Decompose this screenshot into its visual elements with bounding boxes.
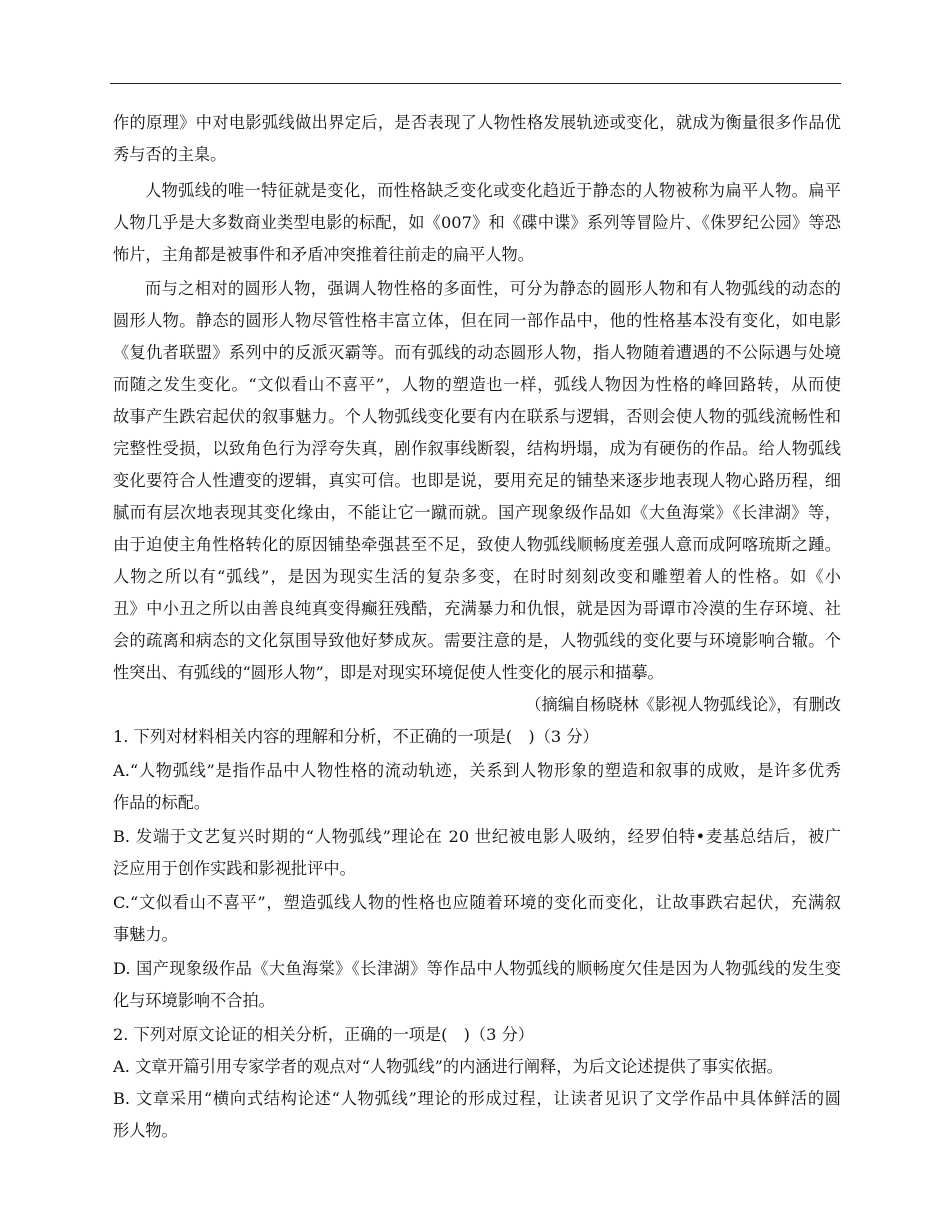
paragraph-line: 人物几乎是大多数商业类型电影的标配，如《007》和《碟中谍》系列等冒险片、《侏罗纪公园》等恐 <box>113 213 841 232</box>
question-2-option-b: 形人物。 <box>113 1121 178 1140</box>
question-2-stem: 2. 下列对原文论证的相关分析，正确的一项是( )（3 分） <box>113 1025 534 1044</box>
paragraph-line: 由于迫使主角性格转化的原因铺垫牵强甚至不足，致使人物弧线顺畅度差强人意而成阿喀琉斯之踵。 <box>113 535 841 554</box>
question-2-option-a: A. 文章开篇引用专家学者的观点对“人物弧线”的内涵进行阐释，为后文论述提供了事实依据。 <box>113 1057 783 1076</box>
paragraph-line: 腻而有层次地表现其变化缘由，不能让它一蹴而就。国产现象级作品如《大鱼海棠》《长津湖》等， <box>113 503 841 522</box>
question-1-stem: 1. 下列对材料相关内容的理解和分析，不正确的一项是( )（3 分） <box>113 727 599 746</box>
paragraph-line: 丑》中小丑之所以由善良纯真变得癫狂残酷，充满暴力和仇恨，就是因为哥谭市冷漠的生存环境、社 <box>113 599 841 618</box>
question-2-option-b: B. 文章采用“横向式结构论述“人物弧线”理论的形成过程，让读者见识了文学作品中具体鲜活的圆 <box>113 1089 841 1108</box>
paragraph-line: 人物之所以有“弧线”，是因为现实生活的复杂多变，在时时刻刻改变和雕塑着人的性格。如《小 <box>113 567 841 586</box>
question-1-option-b: 泛应用于创作实践和影视批评中。 <box>113 859 356 878</box>
paragraph-line: 而与之相对的圆形人物，强调人物性格的多面性，可分为静态的圆形人物和有人物弧线的动态的 <box>145 279 841 298</box>
paragraph-line: 而随之发生变化。“文似看山不喜平”，人物的塑造也一样，弧线人物因为性格的峰回路转，从而使 <box>113 375 841 394</box>
question-1-option-c: 事魅力。 <box>113 925 178 944</box>
paragraph-line: 性突出、有弧线的“圆形人物”，即是对现实环境促使人性变化的展示和描摹。 <box>113 663 664 682</box>
paragraph-line: 变化要符合人性遭变的逻辑，真实可信。也即是说，要用充足的铺垫来逐步地表现人物心路历程，细 <box>113 471 841 490</box>
question-1-option-d: D. 国产现象级作品《大鱼海棠》《长津湖》等作品中人物弧线的顺畅度欠佳是因为人物弧线的发生变 <box>113 959 841 978</box>
paragraph-line: 人物弧线的唯一特征就是变化，而性格缺乏变化或变化趋近于静态的人物被称为扁平人物。扁平 <box>145 181 841 200</box>
question-1-option-a: A.“人物弧线”是指作品中人物性格的流动轨迹，关系到人物形象的塑造和叙事的成败，是许多优秀 <box>113 761 841 780</box>
question-1-option-a: 作品的标配。 <box>113 793 211 812</box>
paragraph-line: 怖片，主角都是被事件和矛盾冲突推着往前走的扁平人物。 <box>113 245 534 264</box>
text-line: 秀与否的主臬。 <box>113 145 227 164</box>
paragraph-line: 完整性受损，以致角色行为浮夸失真，剧作叙事线断裂，结构坍塌，成为有硬伤的作品。给人物弧线 <box>113 439 841 458</box>
paragraph-line: 故事产生跌宕起伏的叙事魅力。个人物弧线变化要有内在联系与逻辑，否则会使人物的弧线流畅性和 <box>113 407 841 426</box>
source-citation: （摘编自杨晓林《影视人物弧线论》，有删改 <box>525 695 841 714</box>
paragraph-line: 《复仇者联盟》系列中的反派灭霸等。而有弧线的动态圆形人物，指人物随着遭遇的不公际遇与处境 <box>113 343 841 362</box>
text-line: 作的原理》中对电影弧线做出界定后，是否表现了人物性格发展轨迹或变化，就成为衡量很多作品优 <box>113 113 841 132</box>
header-rule <box>110 83 841 84</box>
question-1-option-c: C.“文似看山不喜平”，塑造弧线人物的性格也应随着环境的变化而变化，让故事跌宕起伏，充满叙 <box>113 893 841 912</box>
question-1-option-b: B. 发端于文艺复兴时期的“人物弧线”理论在 20 世纪被电影人吸纳，经罗伯特•麦基总结后，被广 <box>113 827 841 846</box>
paragraph-line: 圆形人物。静态的圆形人物尽管性格丰富立体，但在同一部作品中，他的性格基本没有变化，如电影 <box>113 311 841 330</box>
question-1-option-d: 化与环境影响不合拍。 <box>113 991 275 1010</box>
paragraph-line: 会的疏离和病态的文化氛围导致他好梦成灰。需要注意的是，人物弧线的变化要与环境影响合辙。个 <box>113 631 841 650</box>
